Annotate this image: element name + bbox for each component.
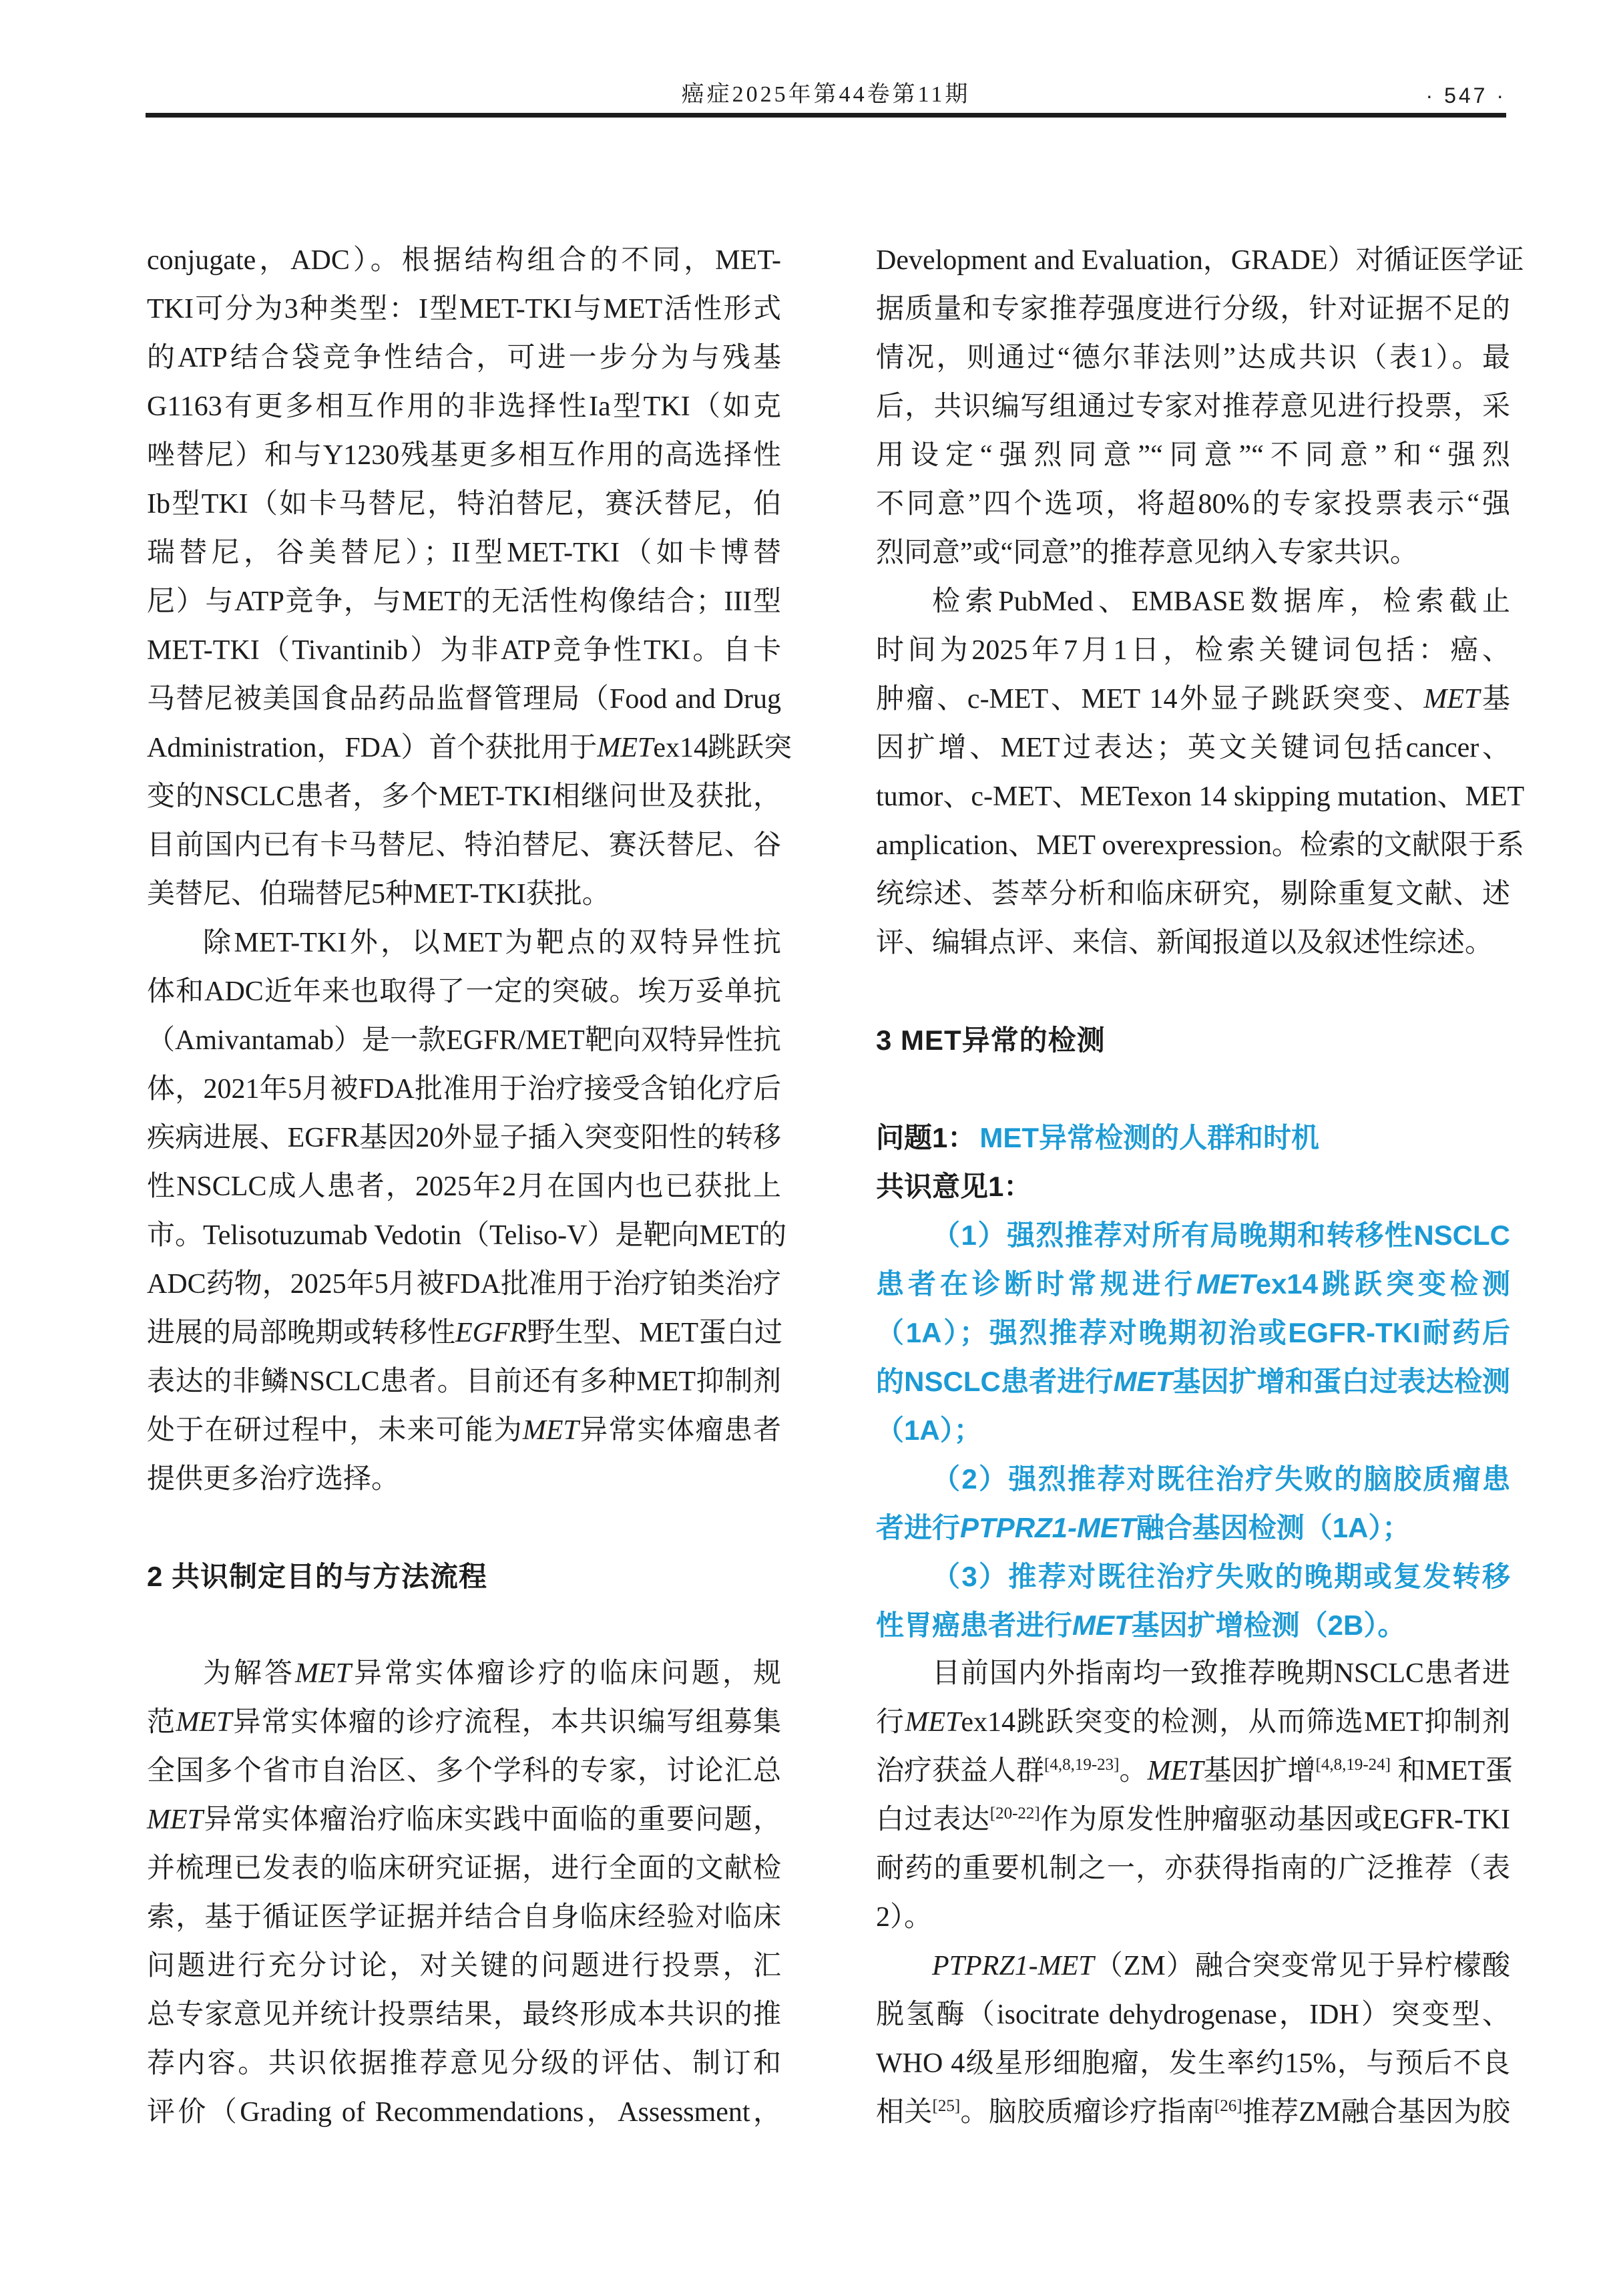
text-line: 除MET-TKI外，以MET为靶点的双特异性抗	[203, 928, 781, 958]
text-line: 目前国内外指南均一致推荐晚期NSCLC患者进	[932, 1658, 1510, 1689]
text-line: 2）。	[876, 1902, 933, 1933]
text-line: Administration，FDA）首个获批用于METex14跳跃突	[147, 733, 792, 763]
text-line: Ib型TKI（如卡马替尼，特泊替尼，赛沃替尼，伯	[147, 489, 781, 520]
recommendation-line: （2）强烈推荐对既往治疗失败的脑胶质瘤患	[932, 1463, 1510, 1495]
text-line: 总专家意见并统计投票结果，最终形成本共识的推	[147, 1999, 781, 2030]
text-line: 市。Telisotuzumab Vedotin（Teliso-V）是靶向MET的	[147, 1220, 787, 1251]
text-line: 后，共识编写组通过专家对推荐意见进行投票，采	[876, 391, 1510, 422]
consensus-label: 共识意见1：	[876, 1171, 1032, 1202]
text-line: WHO 4级星形细胞瘤，发生率约15%，与预后不良	[876, 2048, 1510, 2079]
text-line: 耐药的重要机制之一，亦获得指南的广泛推荐（表	[876, 1853, 1510, 1884]
journal-header-title: 癌症2025年第44卷第11期	[681, 82, 971, 107]
text-line: 因扩增、MET过表达；英文关键词包括cancer、	[876, 733, 1510, 763]
text-line: 瑞替尼，谷美替尼）；II型MET-TKI（如卡博替	[147, 538, 781, 568]
question-title: MET异常检测的人群和时机	[979, 1122, 1320, 1153]
text-line: 体和ADC近年来也取得了一定的突破。埃万妥单抗	[147, 976, 781, 1007]
recommendation-line: 性胃癌患者进行MET基因扩增检测（2B）。	[876, 1609, 1406, 1641]
text-line: ADC药物，2025年5月被FDA批准用于治疗铂类治疗	[147, 1269, 781, 1300]
recommendation-line: 患者在诊断时常规进行METex14跳跃突变检测	[876, 1268, 1510, 1300]
text-line: amplication、MET overexpression。检索的文献限于系	[876, 830, 1524, 861]
text-line: 白过表达[20-22]作为原发性肿瘤驱动基因或EGFR-TKI	[876, 1804, 1510, 1835]
text-line: PTPRZ1-MET（ZM）融合突变常见于异柠檬酸	[932, 1951, 1510, 1981]
recommendation-line: （1）强烈推荐对所有局晚期和转移性NSCLC	[932, 1219, 1510, 1251]
text-line: 统综述、荟萃分析和临床研究，剔除重复文献、述	[876, 879, 1510, 910]
text-line: 全国多个省市自治区、多个学科的专家，讨论汇总	[147, 1756, 781, 1786]
text-line: 并梳理已发表的临床研究证据，进行全面的文献检	[147, 1853, 781, 1884]
text-line: 体，2021年5月被FDA批准用于治疗接受含铂化疗后	[147, 1074, 781, 1105]
question-label: 问题1：	[876, 1122, 976, 1153]
recommendation-line: （3）推荐对既往治疗失败的晚期或复发转移	[932, 1561, 1510, 1592]
section-heading: 2 共识制定目的与方法流程	[147, 1561, 488, 1592]
text-line: 荐内容。共识依据推荐意见分级的评估、制订和	[147, 2048, 781, 2079]
page-number: · 547 ·	[1425, 83, 1506, 108]
text-line: 评价（Grading of Recommendations，Assessment，	[147, 2097, 781, 2128]
text-line: 时间为2025年7月1日，检索关键词包括：癌、	[876, 635, 1510, 666]
text-line: 尼）与ATP竞争，与MET的无活性构像结合；III型	[147, 586, 781, 617]
section-heading: 3 MET异常的检测	[876, 1024, 1106, 1056]
text-line: （Amivantamab）是一款EGFR/MET靶向双特异性抗	[147, 1025, 781, 1056]
text-line: 肿瘤、c-MET、MET 14外显子跳跃突变、MET基	[876, 684, 1510, 715]
text-line: 变的NSCLC患者，多个MET-TKI相继问世及获批，	[147, 781, 781, 812]
text-line: 处于在研过程中，未来可能为MET异常实体瘤患者	[147, 1415, 781, 1446]
text-line: MET-TKI（Tivantinib）为非ATP竞争性TKI。自卡	[147, 635, 781, 666]
text-line: MET异常实体瘤治疗临床实践中面临的重要问题，	[147, 1804, 781, 1835]
text-line: 提供更多治疗选择。	[147, 1464, 400, 1495]
text-line: 进展的局部晚期或转移性EGFR野生型、MET蛋白过	[147, 1318, 782, 1348]
text-line: 目前国内已有卡马替尼、特泊替尼、赛沃替尼、谷	[147, 830, 781, 861]
text-line: 评、编辑点评、来信、新闻报道以及叙述性综述。	[876, 928, 1493, 958]
text-line: 相关[25]。脑胶质瘤诊疗指南[26]推荐ZM融合基因为胶	[876, 2097, 1510, 2128]
question-line	[876, 1113, 1510, 1162]
text-line: 为解答MET异常实体瘤诊疗的临床问题，规	[203, 1658, 781, 1689]
header-rule	[146, 113, 1506, 118]
text-line: Development and Evaluation，GRADE）对循证医学证	[876, 245, 1524, 276]
text-line: 唑替尼）和与Y1230残基更多相互作用的高选择性	[147, 440, 781, 471]
text-line: 情况，则通过“德尔菲法则”达成共识（表1）。最	[876, 343, 1510, 373]
text-line: 脱氢酶（isocitrate dehydrogenase，IDH）突变型、	[876, 1999, 1510, 2030]
text-line: G1163有更多相互作用的非选择性Ia型TKI（如克	[147, 391, 781, 422]
text-line: 的ATP结合袋竞争性结合，可进一步分为与残基	[147, 343, 781, 373]
text-line: 用设定“强烈同意”“同意”“不同意”和“强烈	[876, 440, 1510, 471]
text-line: tumor、c-MET、METexon 14 skipping mutation、MET	[876, 781, 1525, 812]
text-line: 检索PubMed、EMBASE数据库，检索截止	[932, 586, 1510, 617]
text-line: 性NSCLC成人患者，2025年2月在国内也已获批上	[147, 1171, 781, 1202]
text-line: 问题进行充分讨论，对关键的问题进行投票，汇	[147, 1951, 781, 1981]
text-line: 据质量和专家推荐强度进行分级，针对证据不足的	[876, 294, 1510, 325]
text-line: 不同意”四个选项，将超80%的专家投票表示“强	[876, 489, 1510, 520]
recommendation-line: （1A）；	[876, 1414, 982, 1446]
text-line: TKI可分为3种类型：I型MET-TKI与MET活性形式	[147, 294, 781, 325]
recommendation-line: （1A）；强烈推荐对晚期初治或EGFR-TKI耐药后	[876, 1317, 1510, 1348]
recommendation-line: 者进行PTPRZ1-MET融合基因检测（1A）；	[876, 1512, 1411, 1543]
recommendation-line: 的NSCLC患者进行MET基因扩增和蛋白过表达检测	[876, 1366, 1510, 1397]
text-line: 治疗获益人群[4,8,19-23]。MET基因扩增[4,8,19-24] 和MET蛋	[876, 1756, 1514, 1786]
text-line: 表达的非鳞NSCLC患者。目前还有多种MET抑制剂	[147, 1366, 781, 1397]
text-line: conjugate，ADC）。根据结构组合的不同，MET-	[147, 245, 781, 276]
text-line: 范MET异常实体瘤的诊疗流程，本共识编写组募集	[147, 1707, 781, 1738]
text-line: 疾病进展、EGFR基因20外显子插入突变阳性的转移	[147, 1123, 781, 1153]
text-line: 马替尼被美国食品药品监督管理局（Food and Drug	[147, 684, 781, 715]
text-line: 索，基于循证医学证据并结合自身临床经验对临床	[147, 1902, 781, 1933]
right-column	[876, 236, 1525, 2137]
text-line: 美替尼、伯瑞替尼5种MET-TKI获批。	[147, 879, 610, 910]
left-column	[147, 236, 792, 2137]
text-line: 行METex14跳跃突变的检测，从而筛选MET抑制剂	[876, 1707, 1510, 1738]
text-line: 烈同意”或“同意”的推荐意见纳入专家共识。	[876, 538, 1418, 568]
